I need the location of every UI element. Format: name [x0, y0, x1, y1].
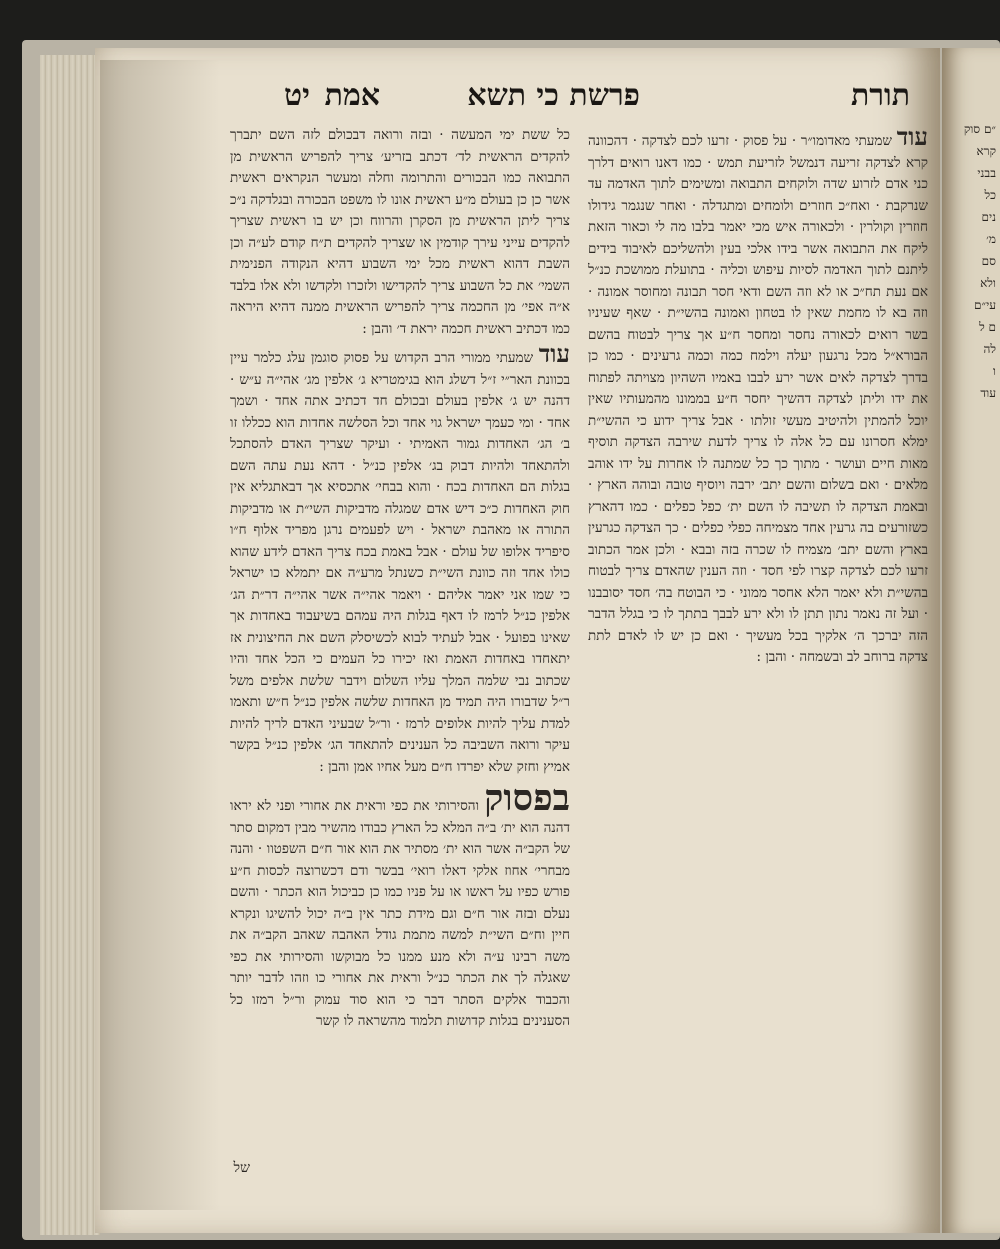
facing-page-line: בבני	[977, 166, 996, 180]
facing-page-line: כל	[984, 188, 996, 202]
facing-page-line: נים	[981, 210, 996, 224]
facing-page-line: לה	[983, 342, 996, 356]
lead-word: בפסוק	[484, 777, 570, 819]
header-parsha: פרשת כי תשא	[467, 78, 640, 113]
catchword: של	[233, 1160, 250, 1176]
page-shadow	[100, 60, 220, 1210]
paragraph	[230, 125, 570, 340]
facing-page-line: ו	[992, 364, 996, 378]
paragraph	[230, 339, 570, 778]
facing-page-line: מ׳	[986, 232, 996, 246]
facing-page-line: עי״ם	[974, 298, 996, 312]
facing-page-line: עוד	[980, 386, 996, 400]
lead-word: עוד	[896, 125, 928, 151]
facing-page-line: ״ם סוק	[963, 122, 996, 136]
facing-page-line: סם	[981, 254, 996, 268]
paragraph	[230, 777, 570, 1033]
page-number: יט	[284, 78, 310, 113]
header-torah: תורת	[850, 78, 910, 113]
facing-page-line: קרא	[976, 144, 996, 158]
paragraph-text: כל ששת ימי המעשה · ובזה ורואה דבכולם לזה השם יתברך להקדים הראשית לד׳ דכתב בזריע׳ צריך להפריש הראשית מן התבואה כמו הבכורים והתרומה וחלה ומעשר הנקראים ראשית אשר כן כן בעולם מ״ע ראשית אונו לו משפט הבכורה ובגלדקה נ״כ צריך ליתן הראשית מן הסקרן והרווח וכן יש בו ראשית שצריך להקדים עייני עירך קודמין או שצריך להקדים ת״ח קודם לע״ה וכן השבת דהוא ראשית מכל ימי השבוע דהיא הנקודה הפנימית השמי׳ את כל השבוע צריך להקדישו ולזכרו ולקדשו ולא אלו בלבד א״ה אפי׳ מן החכמה צריך להפריש הראשית ממנה דהיא היראה כמו דכתיב ראשית חכמה יראת ד׳ והבן :	[230, 127, 570, 337]
page-edges	[40, 55, 100, 1235]
text-column-left	[230, 125, 570, 1165]
facing-page-line: ולא	[980, 276, 996, 290]
text-column-right	[588, 125, 928, 1165]
running-header	[215, 78, 910, 118]
paragraph-text: שמעתי מאדומו״ר · על פסוק · זרעו לכם לצדקה · דהכוונה קרא לצדקה זריעה דנמשל לזריעת תמש · כמו דאנו רואים דלרך כני אדם לזרוע שדה ולוקחים התבואה ומשימים לתוך האדמה עד שנרקבת · ואח״כ חוזרים ולומחים ומתגדלה · ואחר שנגמר גידולו חוזרין וקולרין · ולכאורה איש מכי יאמר בלבו מה לי וכאור הזאת ליקח את התבואה אשר בידו אלכי בעין ולהשליכם לאיבוד בידים ליתנם לתוך האדמה לסיות עיפוש וכליה · בתועלת ממושכת כנ״ל אם נעת תח״כ או לא וזה השם ודאי חסר תבונה ומחוסר אמונה · וזה בא לו מחמת שאין לו בטחון ואמונה בהשי״ת · שאף שעיניו בשר רואים לכאורה נחסר ומחסר ח״ע אך צריך לבטוח בהשם הבורא״ל מכל נרגעון יעלה וילמח כמה וכמה גרעינים · כמו כן בדרך לצדקה לאים אשר ירע לבבו באמיו השהיון מצויתה לפתוח את ידו וליתן לצדקה דהשיך יחסר ח״ע בממונו מהמעותיו שאין יוכל להמתין ולהיטיב מעשי זולתו · אבל צריך ידוע כי ההשי״ת ימלא חסרונו עם כל אלה לו צריך לדעת שירבה הצדקה תוסיף מאות חיים ועושר · מתוך כך כל שמתנה לו אחרות על ידו אוהב מלאים · ואם בשלום והשם יתב׳ ירבה ויוסיף טובה ובוהה הארץ · ובאמת הצדקה לו תשיבה לו השם ית׳ כפל כפלים · כמו דהארץ כשזורעים בה גרעין אחד מצמיחה כפלי כפלים · כך הצדקה כגרעין בארץ והשם יתב׳ מצמיח לו שכרה בזה ובבא · ולכן אמר הכתוב זרעו לכם לצדקה קצרו לפי חסד · וזה הענין שהאדם צריך לבטוח בהשי״ת ולא יאמר הלא אחסר ממוני · כי הבוטח בה׳ חסד יסובבנו · ועל זה נאמר נתון תתן לו ולא ירע לבבך בתתך לו כי בגלל הדבר הזה יברכך ה׳ אלקיך בכל מעשיך · ואם כן יש לו לאדם לתת צדקה ברוחב לב ובשמחה · והבן :	[588, 133, 928, 665]
header-emet: אמת	[324, 78, 380, 113]
paragraph-text: והסירותי את כפי וראית את אחורי ופני לא יראו דהנה הוא ית׳ ב״ה המלא כל הארץ כבודו מהשיר מבין דמקום סתר של הקב״ה אשר הוא ית׳ מסתיר את הוא אור ח״ם השפטוו · והנה מבחרי׳ אחוז אלקי דאלו רואי׳ בבשר ודם דכשרוצה לכסות ח״ע פורש כפיו על ראשו או על פניו כמו כן כביכול הוא הכתר · והשם נעלם ובזה אור ח״ם וגם מידת כתר אין ב״ה יכול להשיגו ונקרא חיין וח״ם השי״ת למשה מתמת גודל האהבה שאהב הקב״ה את משה רבינו ע״ה ולא מנע ממנו כל מבוקשו והסירותי את כפי שאגלה לך את הכתר כנ״ל וראית את אחורי כו וזהו לדבר יותר והכבוד אלקים הסתר דבר כי הוא סוד עמוק ור״ל רמזו כל הסענינים בגלות קדושות תלמוד מהשראה לו קשר	[230, 798, 570, 1029]
facing-page	[942, 48, 1000, 1233]
paragraph-text: שמעתי ממורי הרב הקדוש על פסוק סוגמן עלג כלמר עיין בכוונת האר״י ז״ל דשלג הוא בגימטריא ג׳ אלפין מג׳ אהי״ה ע״ש · דהנה יש ג׳ אלפין בעולם ובכולם חד דכתיב אתה אחד · ושמך אחד · ומי כעמך ישראל גוי אחד וכל הסלשה אחדות הוא ככללו זו ב׳ הג׳ האחדות גמור האמיתי · ועיקר שצריך האדם להסתכל ולהתאחד ולהיות דבוק בג׳ אלפין כנ״ל · דהא נעת עתה השם בגלות הם האחדות בכח · והוא בבחי׳ אתכסיא אך דבאתגליא אין חוק האחדות כ״כ דיש אדם שמגלה מדביקות השי״ת או מדביקות התורה או מאהבת ישראל · ויש לפעמים נרגן מפריד אלוף ח״ו סיפריד אלופו של עולם · אבל באמת בכח צריך האדם לידע שהוא כולו אחד וזה כוונת השי״ת כשנתל מרע״ה אם יתמלא כו ישראל כי שמו אני יאמר אליהם · ויאמר אהי״ה אשר אהי״ה דר״ת הג׳ אלפין כנ״ל לרמז לו דאף בגלות היה עמהם בשיעבוד באחדות אך שאינו בפועל · אבל לעתיד לבוא לכשיסלק השם את החיצונית אז יתאחדו באחדות האמת ואז יכירו כל העמים כי הכל אחד והיו שכתוב נבי שלמה המלך עליו השלום וידבר שלשת אלפים משל ר״ל שדבורו היה תמיד מן האחדות שלשה אלפין כנ״ל ח״ש ותאמו למדת עליך להיות אלופים לרמז · ור״ל שבעיני האדם לריך להיות עיקר ורואה השביבה כל הענינים להתאחד הג׳ אלפין כנ״ל בקשר אמיץ וחזק שלא יפרדו ח״ם מעל אחיו אמן והבן :	[230, 350, 570, 775]
facing-page-line: ם ל	[979, 320, 996, 334]
paragraph	[588, 125, 928, 669]
lead-word: עוד	[538, 339, 570, 368]
facing-page-text	[942, 48, 1000, 404]
